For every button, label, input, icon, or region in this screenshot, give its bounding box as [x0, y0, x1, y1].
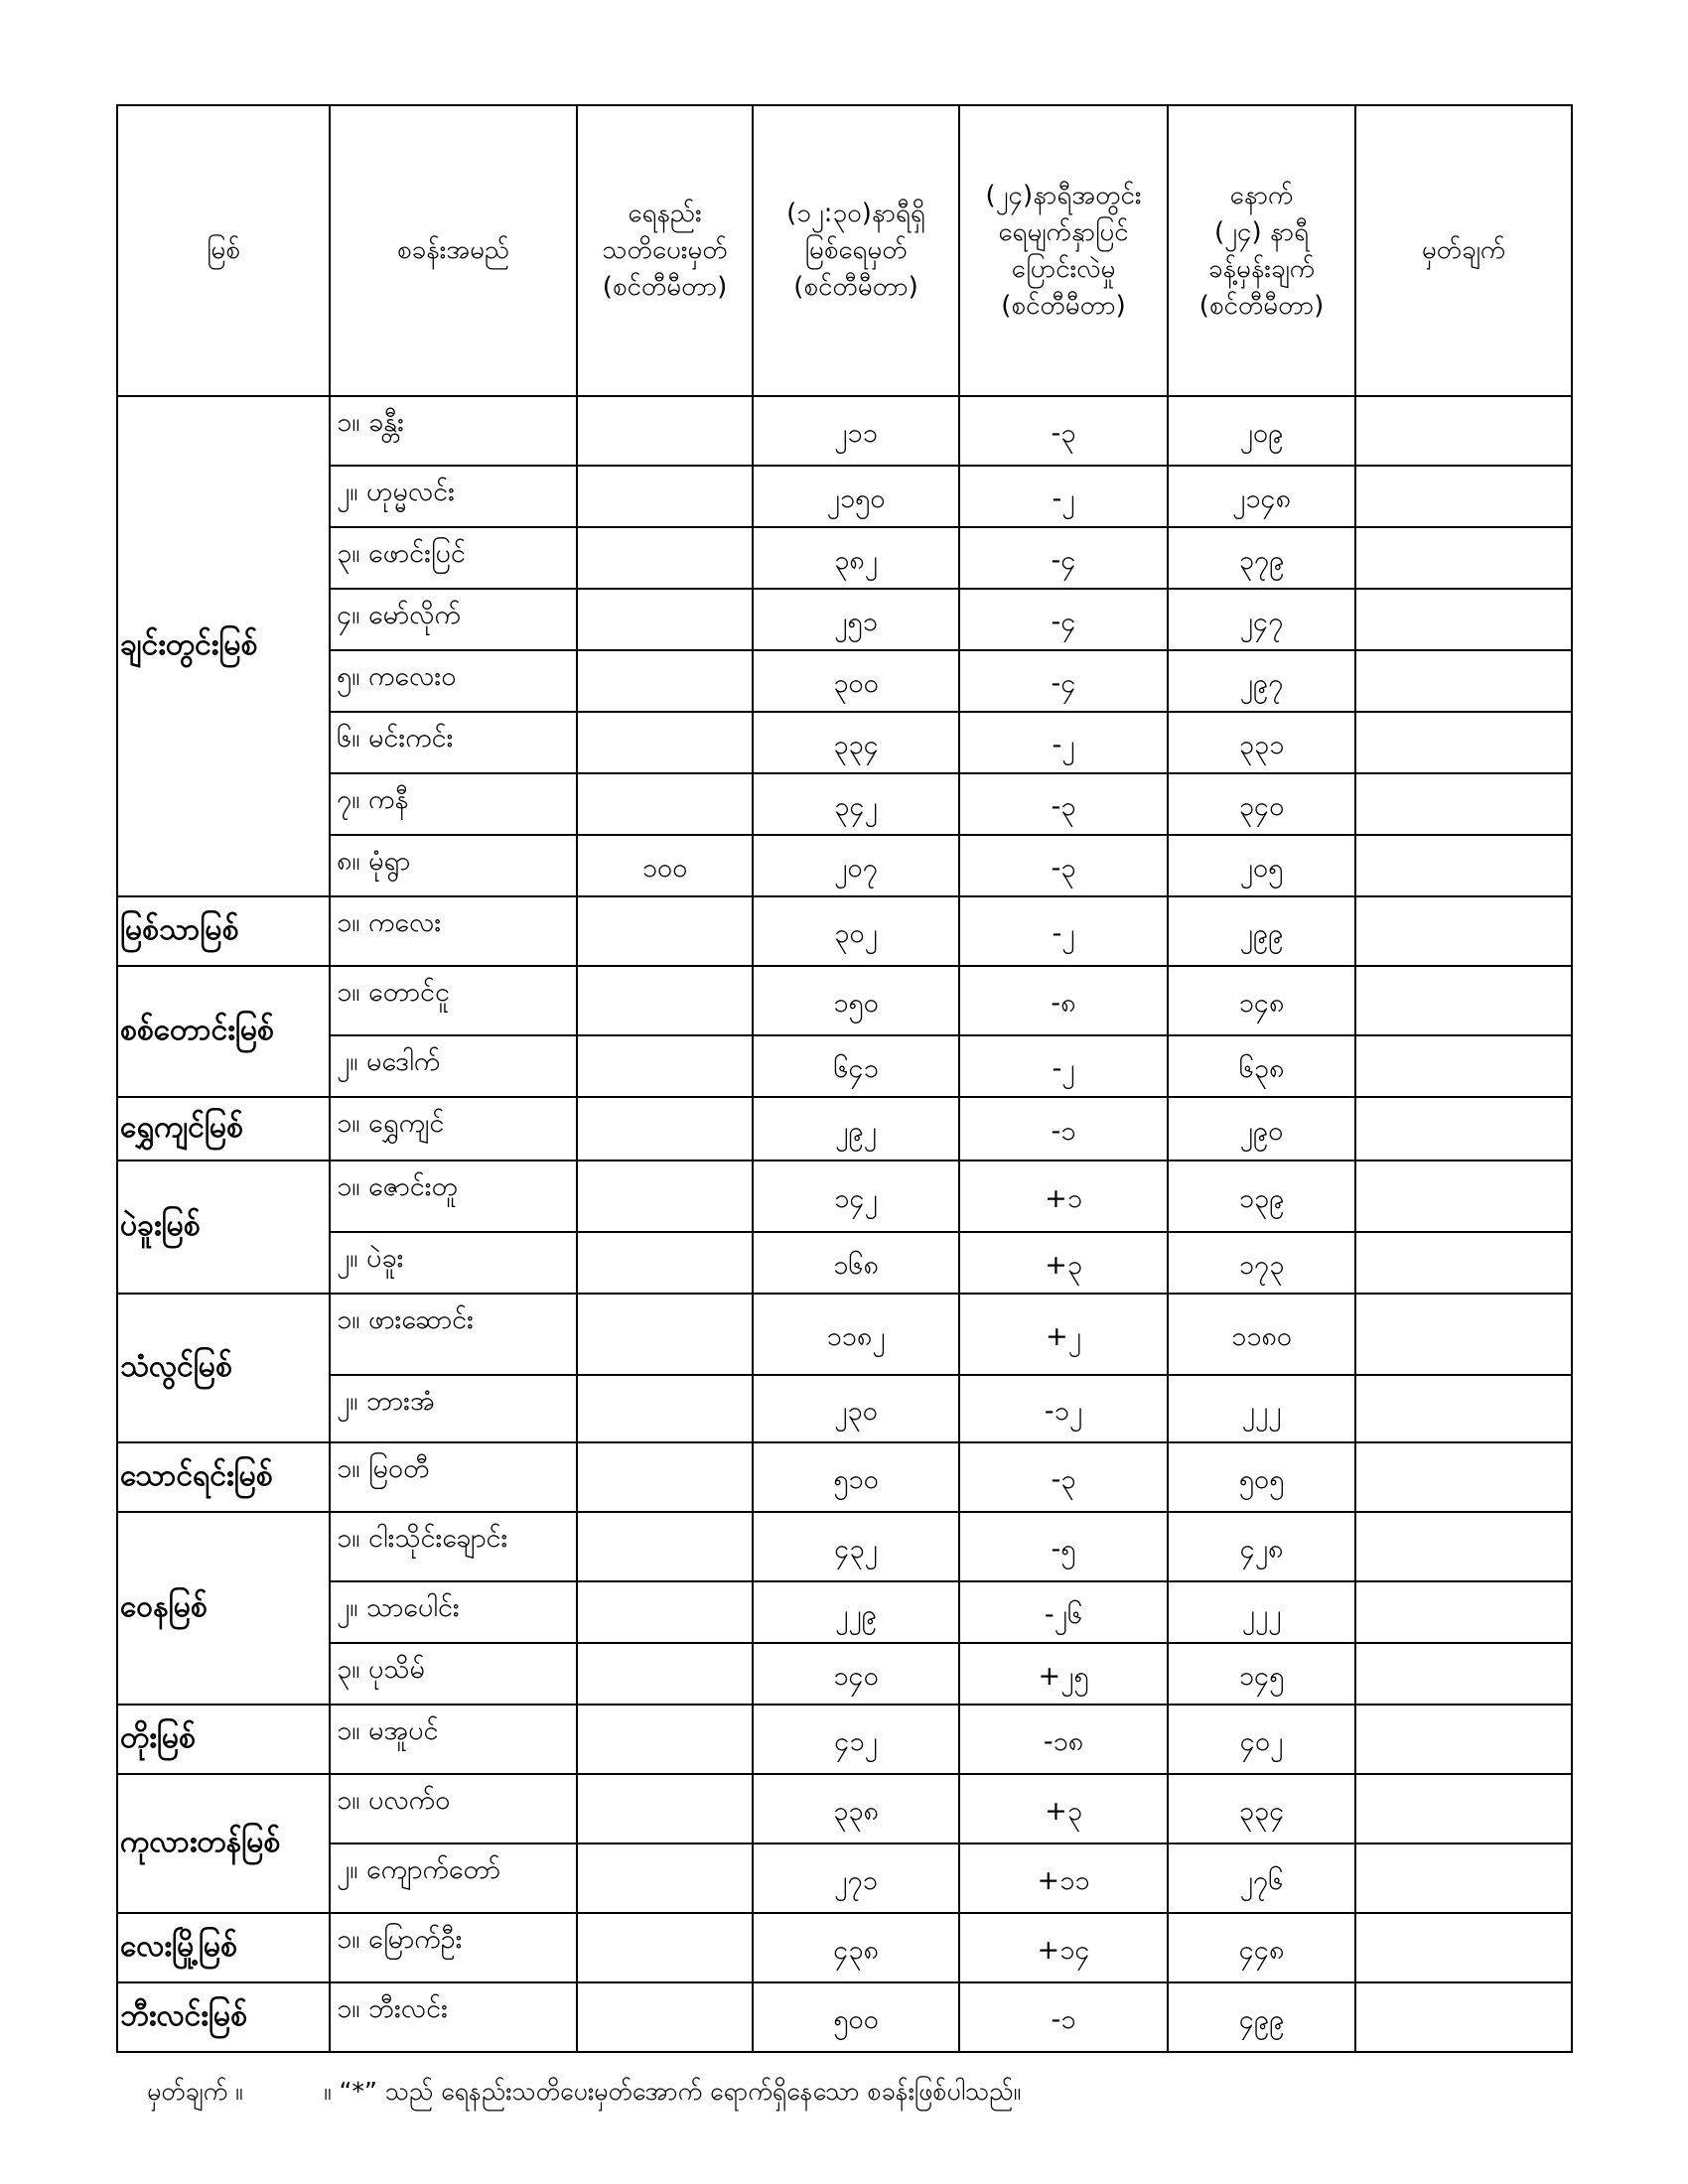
table-row — [117, 466, 1572, 527]
current-level-cell: ၁၁၈၂ — [753, 1294, 959, 1375]
forecast-cell: ၅၀၅ — [1168, 1442, 1355, 1512]
current-level-cell: ၃၈၂ — [753, 527, 959, 589]
current-level-cell: ၂၃၀ — [753, 1375, 959, 1442]
station-name-cell: ၅။ ကလေးဝ — [330, 650, 577, 712]
current-level-cell: ၂၉၂ — [753, 1097, 959, 1160]
river-name-cell: ပဲခူးမြစ် — [117, 1160, 330, 1294]
change-cell: -၃ — [959, 1442, 1168, 1512]
table-row — [117, 1375, 1572, 1442]
current-level-cell: ၁၅၀ — [753, 966, 959, 1035]
header-station: စခန်းအမည် — [330, 105, 577, 396]
river-name-cell: ဘီးလင်းမြစ် — [117, 1982, 330, 2052]
station-name-cell: ၃။ ပုသိမ် — [330, 1643, 577, 1705]
station-name-cell: ၇။ ကနီ — [330, 773, 577, 835]
danger-level-cell — [577, 1705, 753, 1774]
station-name-cell: ၈။ မုံရွာ — [330, 835, 577, 896]
forecast-cell: ၁၁၈၀ — [1168, 1294, 1355, 1375]
table-row — [117, 1035, 1572, 1097]
danger-level-cell — [577, 1035, 753, 1097]
header-danger-level: ရေနည်း သတိပေးမှတ် (စင်တီမီတာ) — [577, 105, 753, 396]
change-cell: -၁၂ — [959, 1375, 1168, 1442]
river-name-cell: ကုလားတန်မြစ် — [117, 1774, 330, 1913]
remarks-cell — [1355, 1581, 1572, 1643]
footnote — [147, 2076, 1021, 2113]
current-level-cell: ၁၄၀ — [753, 1643, 959, 1705]
station-name-cell: ၂။ ဘားအံ — [330, 1375, 577, 1442]
danger-level-cell — [577, 1913, 753, 1982]
table-row — [117, 1982, 1572, 2052]
station-name-cell: ၃။ ဖောင်းပြင် — [330, 527, 577, 589]
remarks-cell — [1355, 396, 1572, 466]
change-cell: -၂ — [959, 466, 1168, 527]
station-name-cell: ၁။ မအူပင် — [330, 1705, 577, 1774]
remarks-cell — [1355, 966, 1572, 1035]
danger-level-cell — [577, 650, 753, 712]
station-name-cell: ၁။ ဘီးလင်း — [330, 1982, 577, 2052]
table-row — [117, 835, 1572, 896]
header-current-level: (၁၂:၃၀)နာရီရှိ မြစ်ရေမှတ် (စင်တီမီတာ) — [753, 105, 959, 396]
current-level-cell: ၃၃၄ — [753, 712, 959, 773]
current-level-cell: ၆၄၁ — [753, 1035, 959, 1097]
table-row — [117, 966, 1572, 1035]
station-name-cell: ၁။ ဖားဆောင်း — [330, 1294, 577, 1375]
station-name-cell: ၁။ ပလက်ဝ — [330, 1774, 577, 1843]
station-name-cell: ၁။ ခန္တီး — [330, 396, 577, 466]
current-level-cell: ၃၄၂ — [753, 773, 959, 835]
remarks-cell — [1355, 1843, 1572, 1913]
river-name-cell: တိုးမြစ် — [117, 1705, 330, 1774]
danger-level-cell: ၁၀၀ — [577, 835, 753, 896]
change-cell: -၃ — [959, 396, 1168, 466]
current-level-cell: ၄၃၂ — [753, 1512, 959, 1581]
forecast-cell: ၁၄၅ — [1168, 1643, 1355, 1705]
change-cell: -၄ — [959, 650, 1168, 712]
danger-level-cell — [577, 1581, 753, 1643]
table-row — [117, 1705, 1572, 1774]
forecast-cell: ၄၄၈ — [1168, 1913, 1355, 1982]
remarks-cell — [1355, 712, 1572, 773]
table-row — [117, 1160, 1572, 1232]
change-cell: -၁ — [959, 1982, 1168, 2052]
danger-level-cell — [577, 466, 753, 527]
danger-level-cell — [577, 396, 753, 466]
station-name-cell: ၁။ မြောက်ဦး — [330, 1913, 577, 1982]
forecast-cell: ၂၄၇ — [1168, 589, 1355, 650]
table-row — [117, 1581, 1572, 1643]
station-name-cell: ၁။ တောင်ငူ — [330, 966, 577, 1035]
danger-level-cell — [577, 1097, 753, 1160]
danger-level-cell — [577, 773, 753, 835]
change-cell: +၂၅ — [959, 1643, 1168, 1705]
station-name-cell: ၁။ ဇောင်းတူ — [330, 1160, 577, 1232]
table-row — [117, 1843, 1572, 1913]
forecast-cell: ၂၁၄၈ — [1168, 466, 1355, 527]
station-name-cell: ၁။ ငါးသိုင်းချောင်း — [330, 1512, 577, 1581]
danger-level-cell — [577, 1375, 753, 1442]
change-cell: +၁ — [959, 1160, 1168, 1232]
river-name-cell: သောင်ရင်းမြစ် — [117, 1442, 330, 1512]
remarks-cell — [1355, 773, 1572, 835]
remarks-cell — [1355, 589, 1572, 650]
current-level-cell: ၁၄၂ — [753, 1160, 959, 1232]
river-name-cell: မြစ်သာမြစ် — [117, 896, 330, 966]
danger-level-cell — [577, 896, 753, 966]
remarks-cell — [1355, 1982, 1572, 2052]
station-name-cell: ၁။ ကလေး — [330, 896, 577, 966]
river-name-cell: လေးမြို့မြစ် — [117, 1913, 330, 1982]
danger-level-cell — [577, 712, 753, 773]
remarks-cell — [1355, 835, 1572, 896]
table-body — [117, 396, 1572, 2052]
forecast-cell: ၁၇၃ — [1168, 1232, 1355, 1294]
change-cell: -၃ — [959, 835, 1168, 896]
change-cell: -၄ — [959, 589, 1168, 650]
change-cell: -၁ — [959, 1097, 1168, 1160]
change-cell: +၃ — [959, 1774, 1168, 1843]
remarks-cell — [1355, 1442, 1572, 1512]
change-cell: +၁၁ — [959, 1843, 1168, 1913]
table-row — [117, 1512, 1572, 1581]
river-name-cell: ချင်းတွင်းမြစ် — [117, 396, 330, 896]
danger-level-cell — [577, 966, 753, 1035]
forecast-cell: ၄၂၈ — [1168, 1512, 1355, 1581]
remarks-cell — [1355, 466, 1572, 527]
forecast-cell: ၁၃၉ — [1168, 1160, 1355, 1232]
forecast-cell: ၂၇၆ — [1168, 1843, 1355, 1913]
remarks-cell — [1355, 1097, 1572, 1160]
forecast-cell: ၂၂၂ — [1168, 1581, 1355, 1643]
danger-level-cell — [577, 1442, 753, 1512]
table-row — [117, 1097, 1572, 1160]
danger-level-cell — [577, 1843, 753, 1913]
current-level-cell: ၃၀၂ — [753, 896, 959, 966]
table-row — [117, 396, 1572, 466]
danger-level-cell — [577, 1512, 753, 1581]
table-row — [117, 1442, 1572, 1512]
remarks-cell — [1355, 650, 1572, 712]
current-level-cell: ၅၁၀ — [753, 1442, 959, 1512]
forecast-cell: ၆၃၈ — [1168, 1035, 1355, 1097]
station-name-cell: ၂။ သာပေါင်း — [330, 1581, 577, 1643]
remarks-cell — [1355, 1913, 1572, 1982]
danger-level-cell — [577, 527, 753, 589]
remarks-cell — [1355, 1232, 1572, 1294]
table-row — [117, 527, 1572, 589]
danger-level-cell — [577, 1160, 753, 1232]
river-name-cell: စစ်တောင်းမြစ် — [117, 966, 330, 1097]
remarks-cell — [1355, 1643, 1572, 1705]
current-level-cell: ၄၃၈ — [753, 1913, 959, 1982]
change-cell: -၂ — [959, 896, 1168, 966]
remarks-cell — [1355, 527, 1572, 589]
forecast-cell: ၃၇၉ — [1168, 527, 1355, 589]
remarks-cell — [1355, 1375, 1572, 1442]
danger-level-cell — [577, 589, 753, 650]
remarks-cell — [1355, 1512, 1572, 1581]
footnote-label: မှတ်ချက် ။ — [147, 2077, 243, 2106]
header-forecast: နောက် (၂၄) နာရီ ခန့်မှန်းချက် (စင်တီမီတာ) — [1168, 105, 1355, 396]
forecast-cell: ၂၉၇ — [1168, 650, 1355, 712]
remarks-cell — [1355, 1774, 1572, 1843]
footnote-text: ။ “*” သည် ရေနည်းသတိပေးမှတ်အောက် ရောက်ရှိနေသော စခန်းဖြစ်ပါသည်။ — [323, 2077, 1022, 2106]
table-row — [117, 650, 1572, 712]
water-level-table-container — [116, 104, 1571, 2053]
river-name-cell: ဝေနမြစ် — [117, 1512, 330, 1705]
station-name-cell: ၂။ ကျောက်တော် — [330, 1843, 577, 1913]
change-cell: -၂ — [959, 1035, 1168, 1097]
water-level-table — [116, 104, 1573, 2053]
table-row — [117, 1232, 1572, 1294]
forecast-cell: ၃၃၁ — [1168, 712, 1355, 773]
header-remarks: မှတ်ချက် — [1355, 105, 1572, 396]
river-name-cell: ရွှေကျင်မြစ် — [117, 1097, 330, 1160]
danger-level-cell — [577, 1982, 753, 2052]
change-cell: -၃ — [959, 773, 1168, 835]
remarks-cell — [1355, 1160, 1572, 1232]
current-level-cell: ၂၁၁ — [753, 396, 959, 466]
remarks-cell — [1355, 1294, 1572, 1375]
forecast-cell: ၂၉၉ — [1168, 896, 1355, 966]
current-level-cell: ၃၀၀ — [753, 650, 959, 712]
station-name-cell: ၆။ မင်းကင်း — [330, 712, 577, 773]
forecast-cell: ၂၉၀ — [1168, 1097, 1355, 1160]
station-name-cell: ၁။ မြဝတီ — [330, 1442, 577, 1512]
table-row — [117, 1774, 1572, 1843]
forecast-cell: ၂၀၅ — [1168, 835, 1355, 896]
forecast-cell: ၂၂၂ — [1168, 1375, 1355, 1442]
change-cell: +၃ — [959, 1232, 1168, 1294]
change-cell: +၁၄ — [959, 1913, 1168, 1982]
table-row — [117, 1643, 1572, 1705]
change-cell: -၈ — [959, 966, 1168, 1035]
river-name-cell: သံလွင်မြစ် — [117, 1294, 330, 1442]
forecast-cell: ၄၀၂ — [1168, 1705, 1355, 1774]
change-cell: -၄ — [959, 527, 1168, 589]
danger-level-cell — [577, 1643, 753, 1705]
header-24h-change: (၂၄)နာရီအတွင်း ရေမျက်နှာပြင် ပြောင်းလဲမှု (စင်တီမီတာ) — [959, 105, 1168, 396]
current-level-cell: ၅၀၀ — [753, 1982, 959, 2052]
station-name-cell: ၂။ ပဲခူး — [330, 1232, 577, 1294]
current-level-cell: ၂၁၅၀ — [753, 466, 959, 527]
forecast-cell: ၂၀၉ — [1168, 396, 1355, 466]
current-level-cell: ၂၂၉ — [753, 1581, 959, 1643]
table-row — [117, 773, 1572, 835]
change-cell: +၂ — [959, 1294, 1168, 1375]
station-name-cell: ၂။ မဒေါက် — [330, 1035, 577, 1097]
forecast-cell: ၃၃၄ — [1168, 1774, 1355, 1843]
current-level-cell: ၂၇၁ — [753, 1843, 959, 1913]
danger-level-cell — [577, 1294, 753, 1375]
station-name-cell: ၂။ ဟုမ္မလင်း — [330, 466, 577, 527]
forecast-cell: ၄၉၉ — [1168, 1982, 1355, 2052]
header-row — [117, 105, 1572, 396]
table-row — [117, 589, 1572, 650]
table-row — [117, 712, 1572, 773]
forecast-cell: ၃၄၀ — [1168, 773, 1355, 835]
remarks-cell — [1355, 896, 1572, 966]
change-cell: -၂ — [959, 712, 1168, 773]
change-cell: -၂၆ — [959, 1581, 1168, 1643]
table-row — [117, 1913, 1572, 1982]
forecast-cell: ၁၄၈ — [1168, 966, 1355, 1035]
station-name-cell: ၄။ မော်လိုက် — [330, 589, 577, 650]
station-name-cell: ၁။ ရွှေကျင် — [330, 1097, 577, 1160]
danger-level-cell — [577, 1774, 753, 1843]
header-river: မြစ် — [117, 105, 330, 396]
danger-level-cell — [577, 1232, 753, 1294]
current-level-cell: ၄၁၂ — [753, 1705, 959, 1774]
current-level-cell: ၁၆၈ — [753, 1232, 959, 1294]
remarks-cell — [1355, 1035, 1572, 1097]
change-cell: -၅ — [959, 1512, 1168, 1581]
current-level-cell: ၃၃၈ — [753, 1774, 959, 1843]
table-row — [117, 896, 1572, 966]
current-level-cell: ၂၀၇ — [753, 835, 959, 896]
change-cell: -၁၈ — [959, 1705, 1168, 1774]
table-row — [117, 1294, 1572, 1375]
current-level-cell: ၂၅၁ — [753, 589, 959, 650]
remarks-cell — [1355, 1705, 1572, 1774]
